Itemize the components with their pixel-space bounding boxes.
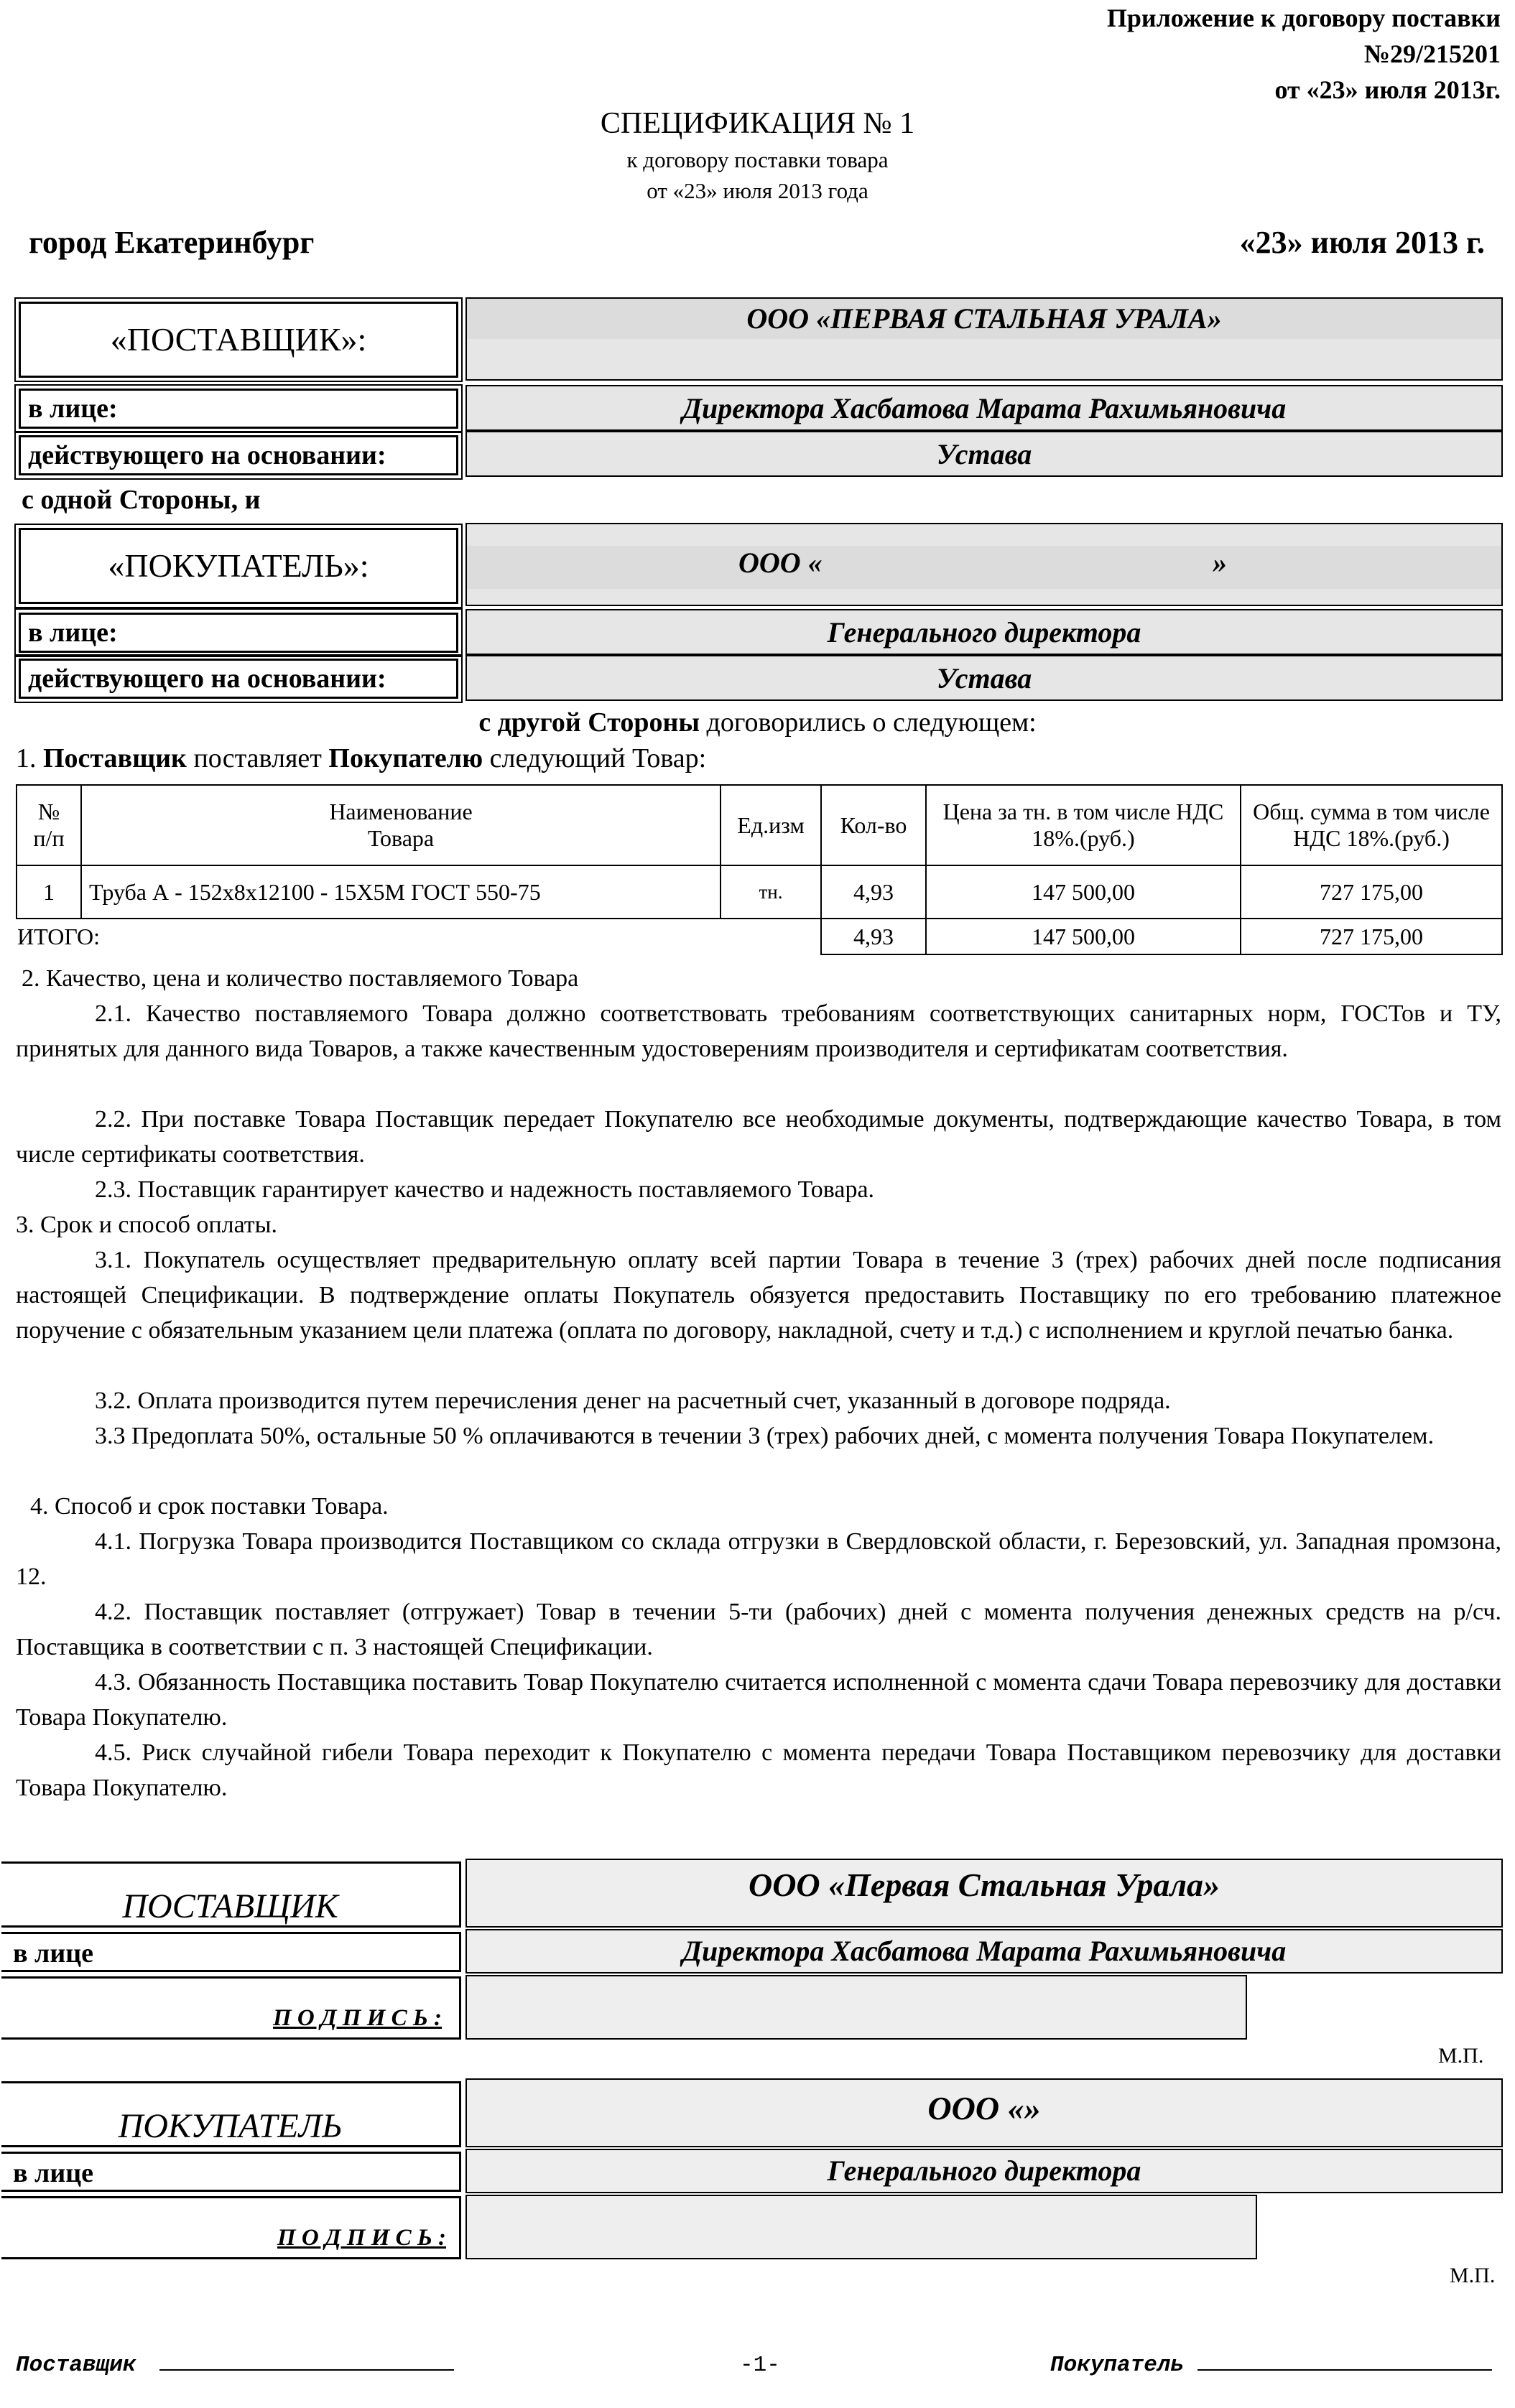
section-4-2: 4.2. Поставщик поставляет (отгружает) Товар в течении 5-ти (рабочих) дней с момента получения денежных средств на р/сч. Поставщика в соответствии с п. 3 настоящей Спецификации. bbox=[16, 1599, 1501, 1660]
buyer-name-left: ООО « bbox=[738, 547, 823, 579]
section-3-1: 3.1. Покупатель осуществляет предварительную оплату всей партии Товара в течение 3 (трех) рабочих дней после подписания настоящей Спецификации. В подтверждение оплаты Покупатель обязуется предоставить Поставщику по его требованию платежное поручение с обязательным указанием цели платежа (оплата по договору, накладной, счету и т.д.) с исполнением и круглой печатью банка. bbox=[16, 1247, 1501, 1344]
sign-supplier-name: ООО «Первая Стальная Урала» bbox=[465, 1859, 1503, 1928]
city: город Екатеринбург bbox=[29, 225, 315, 260]
doc-title: СПЕЦИФИКАЦИЯ № 1 bbox=[600, 107, 915, 140]
sign-supplier-person-label: в лице bbox=[1, 1932, 461, 1972]
section-4-1: 4.1. Погрузка Товара производится Поставщиком со склада отгрузки в Свердловской области, г. Березовский, ул. Западная промзона, 12. bbox=[16, 1528, 1501, 1590]
col-unit: Ед.изм bbox=[721, 785, 821, 865]
col-price: Цена за тн. в том числе НДС 18%.(руб.) bbox=[926, 785, 1241, 865]
section-2-1: 2.1. Качество поставляемого Товара должно соответствовать требованиям соответствующих санитарных норм, ГОСТов и ТУ, принятых для данного вида Товаров, а также качественным удостоверениям производителя и сертификатам соответствия. bbox=[16, 1000, 1501, 1062]
supplier-role-text: «ПОСТАВЩИК»: bbox=[110, 321, 367, 358]
sign-buyer-name: ООО «» bbox=[465, 2078, 1503, 2147]
section-4-3: 4.3. Обязанность Поставщика поставить Товар Покупателю считается исполненной с момента сдачи Товара перевозчику для доставки Товара Покупателю. bbox=[16, 1669, 1501, 1731]
item1-buyer: Покупателю bbox=[328, 743, 483, 773]
section-2-3: 2.3. Поставщик гарантирует качество и надежность поставляемого Товара. bbox=[95, 1176, 875, 1203]
other-side-rest: договорились о следующем: bbox=[700, 707, 1037, 738]
sign-supplier-role: ПОСТАВЩИК bbox=[1, 1861, 461, 1928]
col-qty: Кол-во bbox=[821, 785, 926, 865]
item1-goods: следующий Товар: bbox=[483, 743, 707, 773]
footer-page-number: -1- bbox=[740, 2353, 780, 2378]
section-3-2: 3.2. Оплата производится путем перечисления денег на расчетный счет, указанный в договоре подряда. bbox=[95, 1387, 1171, 1414]
item1-line bbox=[16, 743, 706, 774]
row-unit: тн. bbox=[721, 865, 821, 919]
footer-buyer bbox=[1050, 2353, 1492, 2378]
footer-supplier bbox=[16, 2353, 454, 2378]
sign-buyer-sign-field[interactable] bbox=[465, 2195, 1257, 2259]
supplier-person-label: в лице: bbox=[19, 389, 458, 429]
sign-supplier-person: Директора Хасбатова Марата Рахимьяновича bbox=[465, 1929, 1503, 1974]
goods-table bbox=[16, 784, 1503, 955]
buyer-person-label: в лице: bbox=[19, 613, 458, 653]
footer-supplier-line bbox=[159, 2369, 454, 2371]
sign-buyer-stamp: М.П. bbox=[1450, 2264, 1496, 2287]
row-num: 1 bbox=[17, 865, 81, 919]
section-3-heading: 3. Срок и способ оплаты. bbox=[16, 1212, 277, 1238]
buyer-basis-label: действующего на основании: bbox=[19, 659, 458, 699]
item1-num: 1. bbox=[16, 743, 43, 773]
total-label: ИТОГО: bbox=[17, 919, 821, 954]
section-3-3: 3.3 Предоплата 50%, остальные 50 % оплачиваются в течении 3 (трех) рабочих дней, с момента получения Товара Покупателем. bbox=[95, 1423, 1435, 1449]
other-side-line bbox=[0, 707, 1515, 738]
supplier-person: Директора Хасбатова Марата Рахимьяновича bbox=[465, 385, 1503, 431]
supplier-basis: Устава bbox=[465, 431, 1503, 477]
col-total: Общ. сумма в том числе НДС 18%.(руб.) bbox=[1241, 785, 1502, 865]
col-name: Наименование Товара bbox=[81, 785, 721, 865]
total-qty: 4,93 bbox=[821, 919, 926, 954]
sign-supplier-stamp: М.П. bbox=[1438, 2044, 1484, 2068]
buyer-basis: Устава bbox=[465, 655, 1503, 701]
supplier-basis-label: действующего на основании: bbox=[19, 435, 458, 475]
table-row bbox=[17, 865, 1502, 919]
section-4-5: 4.5. Риск случайной гибели Товара переходит к Покупателю с момента передачи Товара Поставщиком перевозчику для доставки Товара Покупателю. bbox=[16, 1739, 1501, 1801]
footer-buyer-line bbox=[1197, 2369, 1492, 2371]
sign-buyer-person: Генерального директора bbox=[465, 2149, 1503, 2193]
sign-supplier-sign-field[interactable] bbox=[465, 1975, 1247, 2040]
row-name: Труба А - 152х8х12100 - 15Х5М ГОСТ 550-75 bbox=[81, 865, 721, 919]
row-qty: 4,93 bbox=[821, 865, 926, 919]
supplier-name: ООО «ПЕРВАЯ СТАЛЬНАЯ УРАЛА» bbox=[746, 302, 1222, 335]
buyer-role-text: «ПОКУПАТЕЛЬ»: bbox=[108, 547, 369, 584]
appendix-line3: от «23» июля 2013г. bbox=[1274, 75, 1501, 104]
section-2-2: 2.2. При поставке Товара Поставщик передает Покупателю все необходимые документы, подтверждающие качество Товара, в том числе сертификаты соответствия. bbox=[16, 1106, 1501, 1168]
sign-buyer-sign-label: П О Д П И С Ь : bbox=[277, 2225, 447, 2251]
col-num: № п/п bbox=[17, 785, 81, 865]
one-side-text: с одной Стороны, и bbox=[22, 485, 261, 515]
appendix-line2: №29/215201 bbox=[1363, 39, 1501, 68]
section-2-heading: 2. Качество, цена и количество поставляемого Товара bbox=[22, 965, 579, 992]
footer-buyer-label: Покупатель bbox=[1050, 2353, 1185, 2378]
section-4-heading: 4. Способ и срок поставки Товара. bbox=[30, 1493, 389, 1520]
supplier-role-label bbox=[19, 302, 458, 378]
item1-verb: поставляет bbox=[186, 743, 329, 773]
total-price: 147 500,00 bbox=[926, 919, 1241, 954]
buyer-role-label bbox=[19, 528, 458, 604]
buyer-name-right: » bbox=[1213, 547, 1227, 579]
total-sum: 727 175,00 bbox=[1241, 919, 1502, 954]
doc-date: «23» июля 2013 г. bbox=[1239, 225, 1485, 260]
item1-supplier: Поставщик bbox=[43, 743, 187, 773]
total-row bbox=[17, 919, 1502, 954]
sign-supplier-sign-label: П О Д П И С Ь : bbox=[273, 2005, 443, 2031]
buyer-person: Генерального директора bbox=[465, 609, 1503, 655]
row-price: 147 500,00 bbox=[926, 865, 1241, 919]
sign-buyer-role: ПОКУПАТЕЛЬ bbox=[1, 2081, 461, 2147]
footer-supplier-label: Поставщик bbox=[16, 2353, 136, 2378]
other-side-bold: с другой Стороны bbox=[478, 707, 700, 738]
appendix-line1: Приложение к договору поставки bbox=[1106, 4, 1501, 32]
doc-subtitle-1: к договору поставки товара bbox=[626, 147, 889, 172]
sign-buyer-person-label: в лице bbox=[1, 2152, 461, 2192]
doc-subtitle-2: от «23» июля 2013 года bbox=[647, 178, 868, 203]
row-total: 727 175,00 bbox=[1241, 865, 1502, 919]
